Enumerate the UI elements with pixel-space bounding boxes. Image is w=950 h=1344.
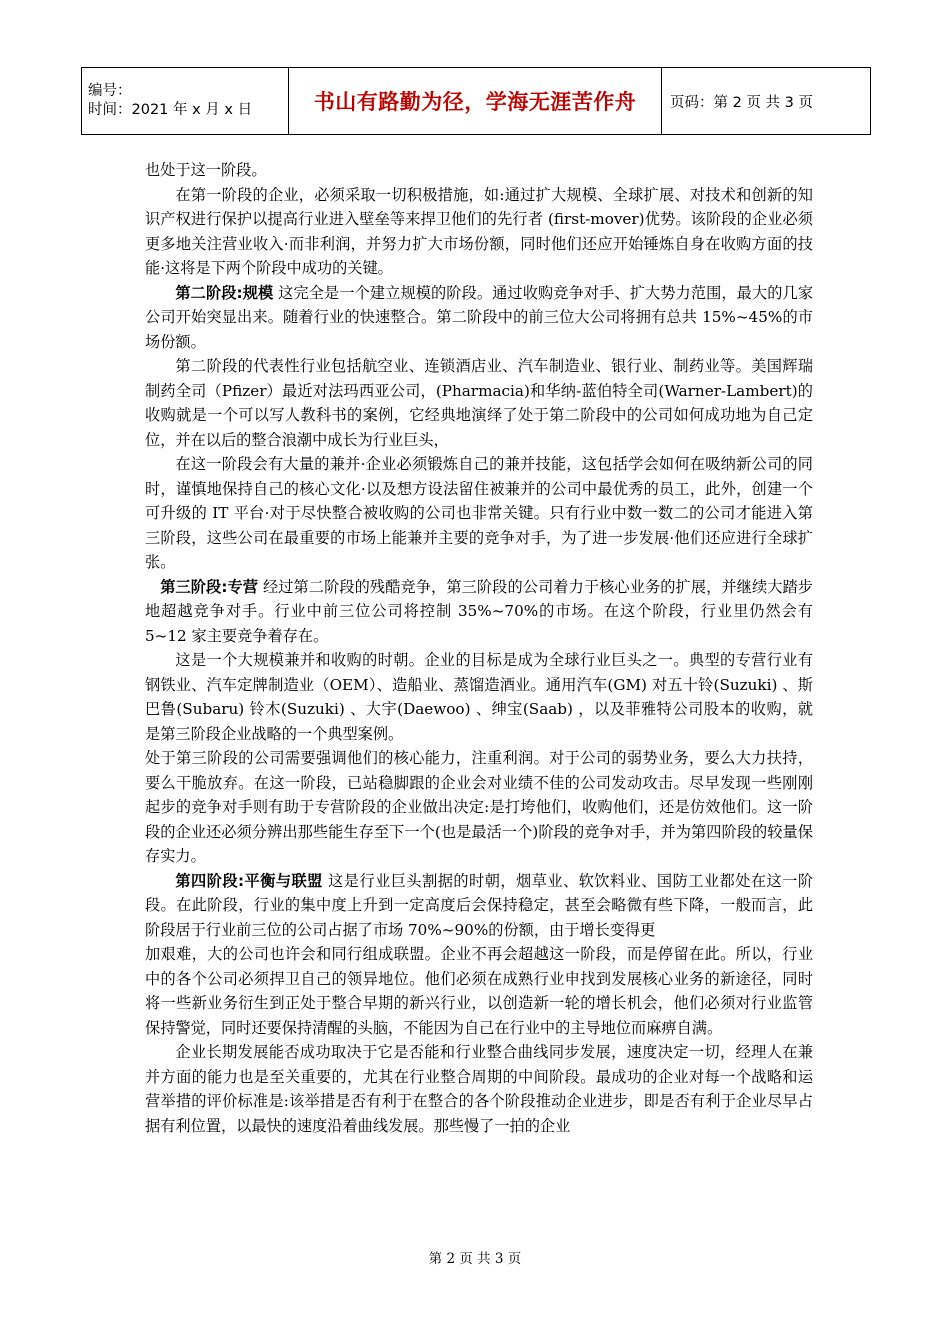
paragraph-stage-four (145, 869, 813, 943)
paragraph: 第二阶段的代表性行业包括航空业、连锁酒店业、汽车制造业、银行业、制药业等。美国辉瑞制药全司（Pfizer）最近对法玛西亚公司，(Pharmacia)和华纳-蓝伯特全司(Warner-Lambert)的收购就是一个可以写人教科书的案例，它经典地演绎了处于第二阶段中的公司如何成功地为自己定位，并在以后的整合浪潮中成长为行业巨头， (145, 357, 813, 449)
time-label: 时间：2021 年 x 月 x 日 (88, 102, 253, 118)
paragraph: 处于第三阶段的公司需要强调他们的核心能力，注重利润。对于公司的弱势业务，要么大力扶持，要么干脆放弃。在这一阶段，已站稳脚跟的企业会对业绩不佳的公司发动攻击。尽早发现一些刚刚起步的竞争对手则有助于专营阶段的企业做出决定:是打垮他们，收购他们，还是仿效他们。这一阶段的企业还必须分辨出那些能生存至下一个(也是最活一个)阶段的竞争对手，并为第四阶段的较量保存实力。 (145, 749, 813, 865)
number-label: 编号： (88, 83, 132, 99)
document-header (81, 67, 871, 135)
document-body (145, 158, 813, 1138)
page-footer: 第 2 页 共 3 页 (428, 1251, 522, 1267)
stage-three-text: 经过第二阶段的残酷竞争，第三阶段的公司着力于核心业务的扩展，并继续大踏步地超越竞争对手。行业中前三位公司将控制 35%~70%的市场。在这个阶段，行业里仍然会有 5~12 家主要竞争着存在。 (145, 577, 813, 645)
paragraph: 在这一阶段会有大量的兼并·企业必须锻炼自己的兼并技能，这包括学会如何在吸纳新公司的同时，谨慎地保持自己的核心文化·以及想方设法留住被兼并的公司中最优秀的员工，此外，创建一个可升级的 IT 平台·对于尽快整合被收购的公司也非常关键。只有行业中数一数二的公司才能进入第三阶段，这些公司在最重要的市场上能兼并主要的竞争对手，为了进一步发展·他们还应进行全球扩张。 (145, 455, 813, 571)
paragraph: 在第一阶段的企业，必须采取一切积极措施，如:通过扩大规模、全球扩展、对技术和创新的知识产权进行保护以提高行业进入壁垒等来捍卫他们的先行者 (first-mover)优势。该阶段的企业必须更多地关注营业收入·而非利润，并努力扩大市场份额，同时他们还应开始锤炼自身在收购方面的技能·这将是下两个阶段中成功的关键。 (145, 185, 813, 277)
stage-four-text: 这是行业巨头割据的时朝，烟草业、软饮料业、国防工业都处在这一阶段。在此阶段，行业的集中度上升到一定高度后会保持稳定，甚至会略微有些下降，一般而言，此阶段居于行业前三位的公司占据了市场 70%~90%的份额，由于增长变得更 (145, 871, 814, 939)
stage-three-title: 第三阶段:专营 (160, 577, 259, 596)
header-meta (82, 68, 289, 135)
paragraph: 也处于这一阶段。 (145, 161, 267, 179)
paragraph: 企业长期发展能否成功取决于它是否能和行业整合曲线同步发展，速度决定一切，经理人在兼并方面的能力也是至关重要的，尤其在行业整合周期的中间阶段。最成功的企业对每一个战略和运营举措的评价标准是:该举措是否有利于在整合的各个阶段推动企业进步，即是否有利于企业尽早占据有利位置，以最快的速度沿着曲线发展。那些慢了一拍的企业 (145, 1043, 813, 1135)
stage-two-title: 第二阶段:规模 (175, 283, 274, 302)
header-page-info: 页码：第 2 页 共 3 页 (662, 68, 871, 135)
paragraph-stage-three (145, 575, 813, 649)
stage-two-text: 这完全是一个建立规模的阶段。通过收购竞争对手、扩大势力范围，最大的几家公司开始突显出来。随着行业的快速整合。第二阶段中的前三位大公司将拥有总共 15%~45%的市场份额。 (145, 283, 814, 351)
paragraph: 这是一个大规模兼并和收购的时朝。企业的目标是成为全球行业巨头之一。典型的专营行业有钢铁业、汽车定牌制造业（OEM）、造船业、蒸馏造酒业。通用汽车(GM) 对五十铃(Suzuki) 、斯巴鲁(Subaru) 铃木(Suzuki) 、大宇(Daewoo) 、绅宝(Saab) ，以及菲雅特公司股本的收购，就是第三阶段企业战略的一个典型案例。 (145, 651, 813, 743)
stage-four-title: 第四阶段:平衡与联盟 (175, 871, 323, 890)
header-motto: 书山有路勤为径，学海无涯苦作舟 (289, 68, 662, 135)
paragraph-stage-two (145, 281, 813, 355)
paragraph: 加艰难，大的公司也许会和同行组成联盟。企业不再会超越这一阶段，而是停留在此。所以，行业中的各个公司必须捍卫自己的领异地位。他们必须在成熟行业申找到发展核心业务的新途径，同时将一些新业务衍生到正处于整合早期的新兴行业，以创造新一轮的增长机会，他们必须对行业监管保持警觉，同时还要保持清醒的头脑，不能因为自己在行业中的主导地位而麻痹自满。 (145, 945, 813, 1037)
